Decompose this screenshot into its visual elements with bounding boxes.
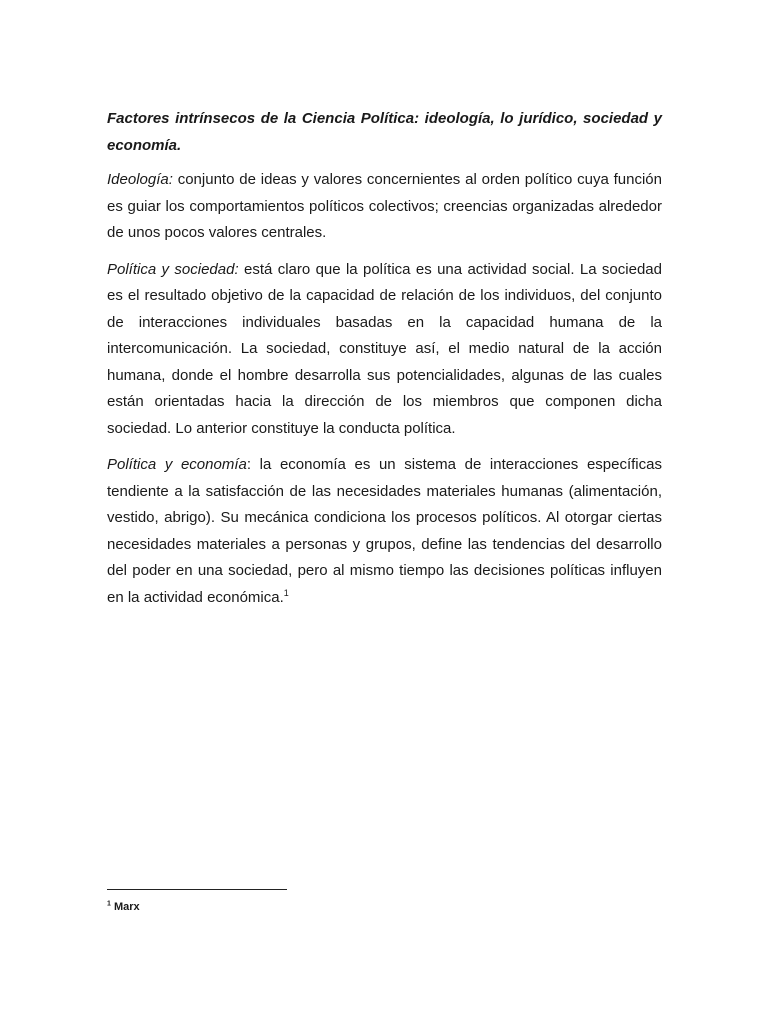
paragraph-text: : la economía es un sistema de interacciones específicas tendiente a la satisfacción de las necesidades materiales humanas (alimentación, vestido, abrigo). Su mecánica condiciona los procesos políticos. Al otorgar ciertas necesidades materiales a personas y grupos, define las tendencias del desarrollo del poder en una sociedad, pero al mismo tiempo las decisiones políticas influyen en la actividad económica. (107, 456, 662, 606)
paragraph-lead: Política y economía (107, 456, 247, 473)
footnote (107, 899, 140, 915)
footnote-separator (107, 889, 287, 890)
footnote-text: Marx (110, 901, 140, 913)
paragraph-text: está claro que la política es una actividad social. La sociedad es el resultado objetivo de la capacidad de relación de los individuos, del conjunto de interacciones individuales basadas en la capacidad humana de la intercomunicación. La sociedad, constituye así, el medio natural de la acción humana, donde el hombre desarrolla sus potencialidades, algunas de las cuales están orientadas hacia la dirección de los miembros que componen dicha sociedad. Lo anterior constituye la conducta política. (107, 260, 662, 437)
paragraph-politica-sociedad (107, 257, 662, 443)
paragraph-lead: Política y sociedad: (107, 260, 239, 278)
footnote-number: 1 (107, 900, 111, 908)
footnote-reference[interactable]: 1 (283, 587, 289, 598)
document-title: Factores intrínsecos de la Ciencia Política: ideología, lo jurídico, sociedad y economía. (107, 110, 662, 154)
paragraph-text: conjunto de ideas y valores concernientes al orden político cuya función es guiar los comportamientos políticos colectivos; creencias organizadas alrededor de unos pocos valores centrales. (107, 171, 662, 241)
paragraph-lead: Ideología: (107, 171, 173, 188)
document-body (107, 106, 662, 621)
paragraph-politica-economia (107, 452, 662, 611)
paragraph-ideologia (107, 167, 662, 247)
